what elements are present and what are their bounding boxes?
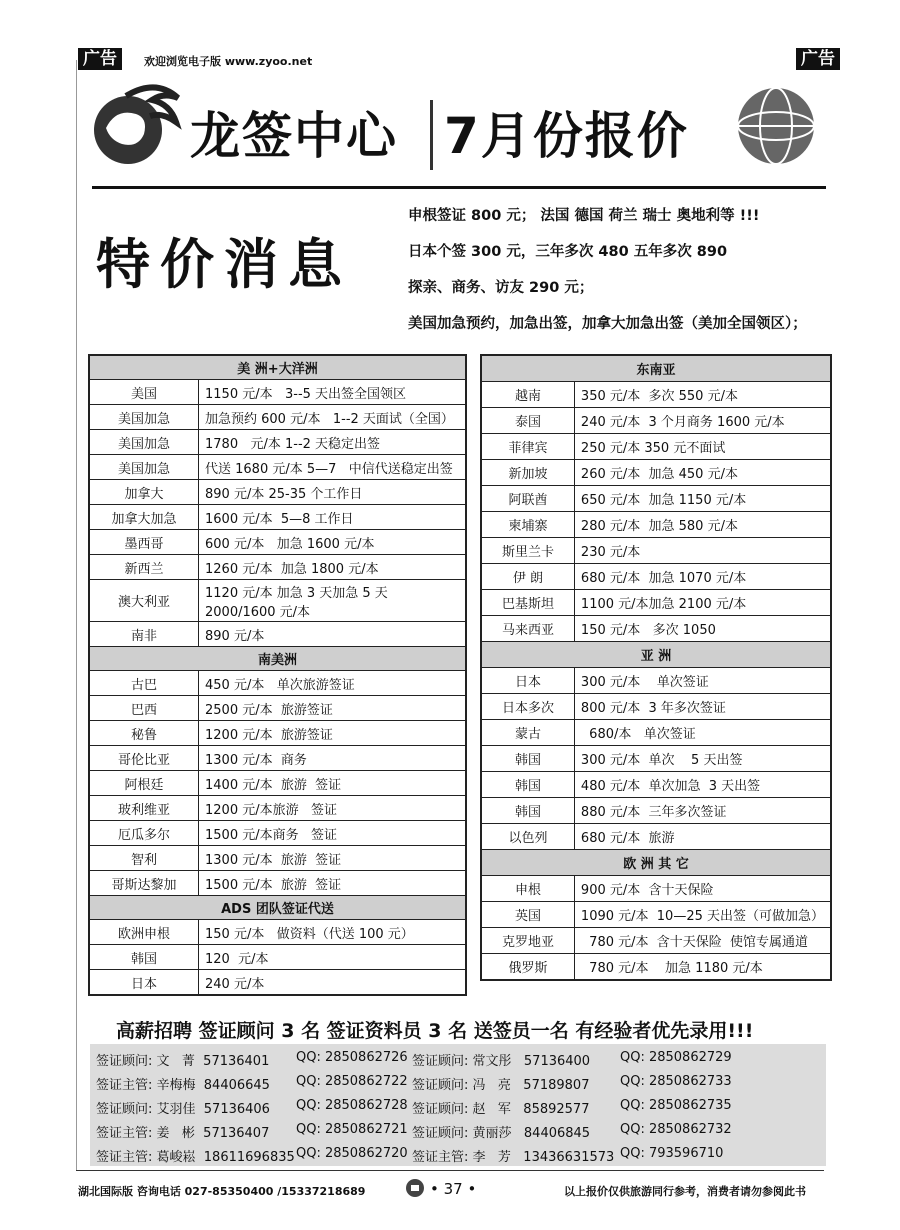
price-cell: 1300 元/本 旅游 签证	[199, 846, 467, 871]
table-row	[481, 538, 831, 564]
table-row	[481, 590, 831, 616]
country-cell: 玻利维亚	[89, 796, 199, 821]
contact-field: 签证顾问: 赵 军 85892577	[412, 1102, 590, 1117]
country-cell: 以色列	[481, 824, 574, 850]
country-cell: 日本	[481, 668, 574, 694]
contact-field: QQ: 2850862726	[296, 1050, 408, 1065]
price-cell: 480 元/本 单次加急 3 天出签	[574, 772, 831, 798]
price-cell: 880 元/本 三年多次签证	[574, 798, 831, 824]
price-cell: 900 元/本 含十天保险	[574, 876, 831, 902]
contact-field: QQ: 2850862735	[620, 1098, 732, 1113]
country-cell: 韩国	[89, 945, 199, 970]
country-cell: 欧洲申根	[89, 920, 199, 945]
country-cell: 哥伦比亚	[89, 746, 199, 771]
table-row	[89, 871, 466, 896]
ad-label-right: 广告	[796, 48, 840, 70]
table-row	[481, 876, 831, 902]
footer-left: 湖北国际版 咨询电话 027-85350400 /15337218689	[78, 1185, 366, 1198]
price-cell: 240 元/本	[199, 970, 467, 996]
table-row	[89, 846, 466, 871]
page-margin-line	[76, 60, 77, 1170]
cits-globe-icon	[732, 80, 820, 172]
country-cell: 加拿大	[89, 480, 199, 505]
price-cell: 230 元/本	[574, 538, 831, 564]
country-cell: 韩国	[481, 746, 574, 772]
table-row	[481, 954, 831, 981]
country-cell: 美国	[89, 380, 199, 405]
country-cell: 秘鲁	[89, 721, 199, 746]
price-table-right	[480, 354, 832, 981]
footer-rule	[76, 1170, 824, 1171]
country-cell: 伊 朗	[481, 564, 574, 590]
table-row	[481, 382, 831, 408]
table-row	[89, 480, 466, 505]
country-cell: 日本	[89, 970, 199, 996]
table-row	[481, 720, 831, 746]
table-row	[481, 512, 831, 538]
price-cell: 350 元/本 多次 550 元/本	[574, 382, 831, 408]
country-cell: 蒙古	[481, 720, 574, 746]
price-cell: 250 元/本 350 元不面试	[574, 434, 831, 460]
special-offers	[408, 198, 848, 342]
country-cell: 阿根廷	[89, 771, 199, 796]
page-emblem-icon	[404, 1178, 426, 1198]
title-right: 7月份报价	[444, 107, 689, 165]
price-cell: 280 元/本 加急 580 元/本	[574, 512, 831, 538]
table-row	[481, 668, 831, 694]
special-heading: 特价消息	[96, 232, 352, 296]
table-row	[481, 434, 831, 460]
price-cell: 1400 元/本 旅游 签证	[199, 771, 467, 796]
price-cell: 150 元/本 做资料（代送 100 元）	[199, 920, 467, 945]
contact-field: QQ: 2850862722	[296, 1074, 408, 1089]
price-cell: 450 元/本 单次旅游签证	[199, 671, 467, 696]
country-cell: 克罗地亚	[481, 928, 574, 954]
price-cell: 1100 元/本加急 2100 元/本	[574, 590, 831, 616]
contact-field: QQ: 793596710	[620, 1146, 724, 1161]
country-cell: 俄罗斯	[481, 954, 574, 981]
price-cell: 150 元/本 多次 1050	[574, 616, 831, 642]
section-row	[89, 355, 466, 380]
price-cell: 1300 元/本 商务	[199, 746, 467, 771]
country-cell: 美国加急	[89, 405, 199, 430]
price-cell: 680 元/本 加急 1070 元/本	[574, 564, 831, 590]
price-cell: 650 元/本 加急 1150 元/本	[574, 486, 831, 512]
table-row	[89, 696, 466, 721]
price-cell: 780 元/本 加急 1180 元/本	[574, 954, 831, 981]
price-cell: 2500 元/本 旅游签证	[199, 696, 467, 721]
special-line: 美国加急预约，加急出签，加拿大加急出签（美加全国领区）；	[408, 316, 807, 332]
country-cell: 新加坡	[481, 460, 574, 486]
table-row	[481, 902, 831, 928]
contact-field: QQ: 2850862733	[620, 1074, 732, 1089]
table-row	[89, 405, 466, 430]
price-cell: 1500 元/本商务 签证	[199, 821, 467, 846]
section-row	[481, 642, 831, 668]
special-line: 申根签证 800 元； 法国 德国 荷兰 瑞士 奥地利等 !!!	[408, 208, 760, 224]
dragon-logo	[86, 78, 186, 174]
country-cell: 哥斯达黎加	[89, 871, 199, 896]
section-title: 亚 洲	[481, 642, 831, 668]
section-title: ADS 团队签证代送	[89, 896, 466, 920]
section-title: 南美洲	[89, 647, 466, 671]
section-row	[89, 647, 466, 671]
table-row	[481, 694, 831, 720]
contact-field: 签证顾问: 艾羽佳 57136406	[96, 1102, 270, 1117]
table-row	[481, 928, 831, 954]
section-row	[481, 355, 831, 382]
price-cell: 120 元/本	[199, 945, 467, 970]
table-row	[89, 455, 466, 480]
contact-field: 签证主管: 辛梅梅 84406645	[96, 1078, 270, 1093]
table-row	[89, 380, 466, 405]
table-row	[89, 430, 466, 455]
country-cell: 越南	[481, 382, 574, 408]
contact-field: QQ: 2850862728	[296, 1098, 408, 1113]
contacts-panel	[90, 1044, 826, 1166]
table-row	[89, 970, 466, 996]
table-row	[481, 772, 831, 798]
price-cell: 890 元/本	[199, 622, 467, 647]
table-row	[89, 530, 466, 555]
country-cell: 新西兰	[89, 555, 199, 580]
page-number: • 37 •	[430, 1180, 477, 1198]
price-cell: 1600 元/本 5—8 工作日	[199, 505, 467, 530]
section-title: 欧 洲 其 它	[481, 850, 831, 876]
country-cell: 申根	[481, 876, 574, 902]
contact-field: 签证主管: 葛峻崧 18611696835	[96, 1150, 295, 1165]
price-cell: 300 元/本 单次 5 天出签	[574, 746, 831, 772]
table-row	[89, 580, 466, 622]
table-row	[89, 721, 466, 746]
contact-field: 签证主管: 姜 彬 57136407	[96, 1126, 270, 1141]
price-cell: 890 元/本 25-35 个工作日	[199, 480, 467, 505]
section-title: 美 洲+大洋洲	[89, 355, 466, 380]
price-cell: 240 元/本 3 个月商务 1600 元/本	[574, 408, 831, 434]
title-left: 龙签中心	[190, 107, 398, 165]
country-cell: 韩国	[481, 772, 574, 798]
table-row	[89, 555, 466, 580]
country-cell: 阿联酋	[481, 486, 574, 512]
country-cell: 古巴	[89, 671, 199, 696]
title-divider	[430, 100, 433, 170]
table-row	[481, 460, 831, 486]
table-row	[89, 622, 466, 647]
price-cell: 600 元/本 加急 1600 元/本	[199, 530, 467, 555]
country-cell: 墨西哥	[89, 530, 199, 555]
price-cell: 加急预约 600 元/本 1--2 天面试（全国）	[199, 405, 467, 430]
section-title: 东南亚	[481, 355, 831, 382]
country-cell: 马来西亚	[481, 616, 574, 642]
price-cell: 1780 元/本 1--2 天稳定出签	[199, 430, 467, 455]
table-row	[481, 824, 831, 850]
contact-field: 签证顾问: 黄丽莎 84406845	[412, 1126, 591, 1141]
price-cell: 780 元/本 含十天保险 使馆专属通道	[574, 928, 831, 954]
ad-label-left: 广告	[78, 48, 122, 70]
table-row	[89, 920, 466, 945]
country-cell: 韩国	[481, 798, 574, 824]
price-cell: 300 元/本 单次签证	[574, 668, 831, 694]
price-cell: 800 元/本 3 年多次签证	[574, 694, 831, 720]
table-row	[89, 671, 466, 696]
price-table-left	[88, 354, 467, 996]
country-cell: 菲律宾	[481, 434, 574, 460]
country-cell: 斯里兰卡	[481, 538, 574, 564]
table-row	[89, 821, 466, 846]
country-cell: 泰国	[481, 408, 574, 434]
table-row	[89, 771, 466, 796]
price-cell: 680 元/本 旅游	[574, 824, 831, 850]
price-cell: 1500 元/本 旅游 签证	[199, 871, 467, 896]
footer-right: 以上报价仅供旅游同行参考，消费者请勿参阅此书	[564, 1185, 806, 1198]
contact-field: QQ: 2850862721	[296, 1122, 408, 1137]
country-cell: 英国	[481, 902, 574, 928]
price-cell: 1260 元/本 加急 1800 元/本	[199, 555, 467, 580]
contact-field: QQ: 2850862729	[620, 1050, 732, 1065]
contact-field: QQ: 2850862720	[296, 1146, 408, 1161]
table-row	[481, 486, 831, 512]
table-row	[481, 746, 831, 772]
country-cell: 智利	[89, 846, 199, 871]
country-cell: 巴基斯坦	[481, 590, 574, 616]
table-row	[89, 945, 466, 970]
price-cell: 1120 元/本 加急 3 天加急 5 天 2000/1600 元/本	[199, 580, 467, 622]
table-row	[481, 564, 831, 590]
section-row	[481, 850, 831, 876]
contact-field: 签证顾问: 文 菁 57136401	[96, 1054, 270, 1069]
country-cell: 澳大利亚	[89, 580, 199, 622]
price-cell: 1150 元/本 3--5 天出签全国领区	[199, 380, 467, 405]
country-cell: 美国加急	[89, 430, 199, 455]
contact-field: 签证主管: 李 芳 13436631573	[412, 1150, 615, 1165]
table-row	[89, 796, 466, 821]
country-cell: 美国加急	[89, 455, 199, 480]
contact-field: 签证顾问: 常文彤 57136400	[412, 1054, 591, 1069]
header-rule	[92, 186, 826, 189]
special-line: 日本个签 300 元，三年多次 480 五年多次 890	[408, 244, 728, 260]
price-cell: 260 元/本 加急 450 元/本	[574, 460, 831, 486]
table-row	[89, 746, 466, 771]
price-cell: 680/本 单次签证	[574, 720, 831, 746]
table-row	[481, 408, 831, 434]
table-row	[89, 505, 466, 530]
country-cell: 柬埔寨	[481, 512, 574, 538]
country-cell: 厄瓜多尔	[89, 821, 199, 846]
country-cell: 巴西	[89, 696, 199, 721]
recruit-banner: 高薪招聘 签证顾问 3 名 签证资料员 3 名 送签员一名 有经验者优先录用!!!	[116, 1020, 754, 1042]
price-cell: 1200 元/本 旅游签证	[199, 721, 467, 746]
country-cell: 加拿大加急	[89, 505, 199, 530]
section-row	[89, 896, 466, 920]
price-cell: 1090 元/本 10—25 天出签（可做加急）	[574, 902, 831, 928]
table-row	[481, 616, 831, 642]
table-row	[481, 798, 831, 824]
contact-field: QQ: 2850862732	[620, 1122, 732, 1137]
special-line: 探亲、商务、访友 290 元；	[408, 280, 594, 296]
country-cell: 日本多次	[481, 694, 574, 720]
price-cell: 1200 元/本旅游 签证	[199, 796, 467, 821]
price-cell: 代送 1680 元/本 5—7 中信代送稳定出签	[199, 455, 467, 480]
contact-field: 签证顾问: 冯 亮 57189807	[412, 1078, 590, 1093]
welcome-text: 欢迎浏览电子版 www.zyoo.net	[144, 55, 313, 68]
country-cell: 南非	[89, 622, 199, 647]
